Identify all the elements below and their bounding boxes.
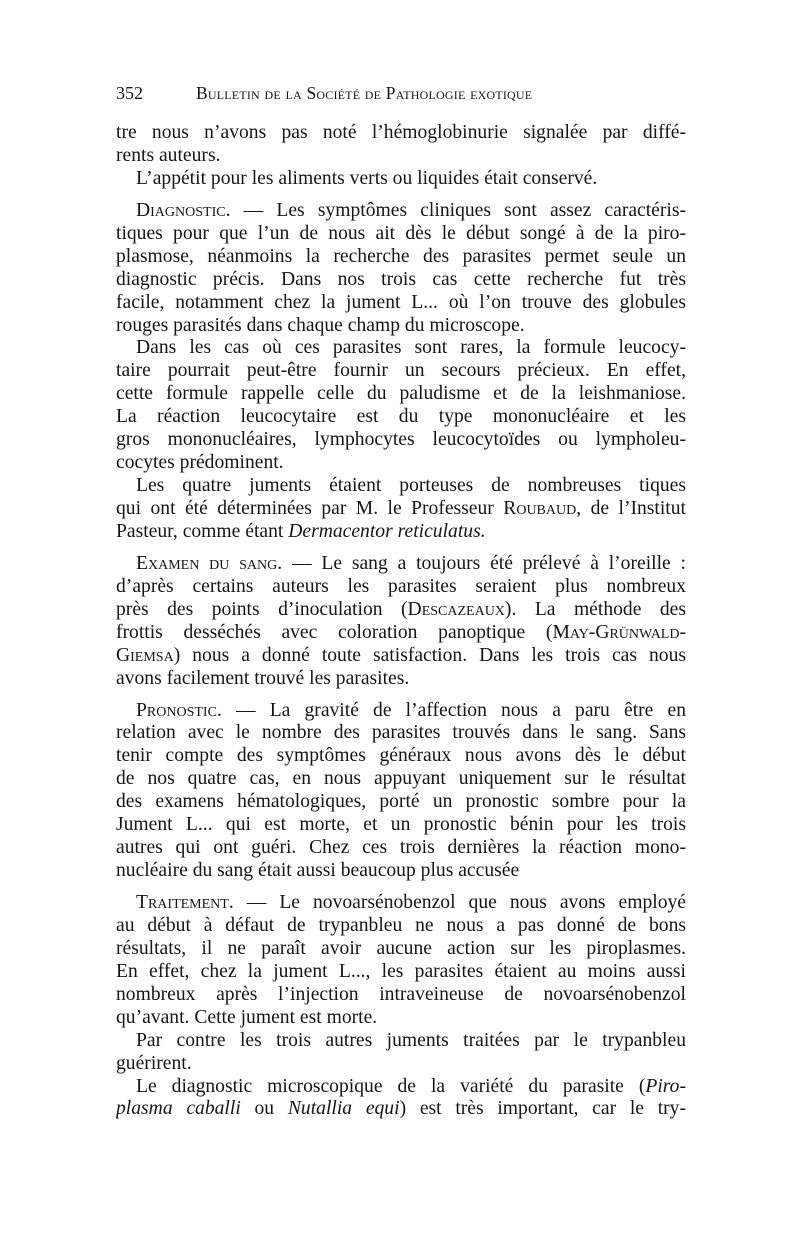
section-heading-diagnostic: Diagnostic. <box>136 199 231 221</box>
section-heading-pronostic: Pronostic. <box>136 699 222 721</box>
text-line: Par contre les trois autres juments traitées par le trypanbleu <box>136 1029 686 1051</box>
text-line: Dans les cas où ces parasites sont rares, la formule leucocy- <box>136 337 686 359</box>
page-number: 352 <box>116 83 143 103</box>
text-line: résultats, il ne paraît avoir aucune action sur les piroplasmes. <box>116 937 686 959</box>
text-line: Pronostic. — La gravité de l’affection nous a paru être en <box>136 699 686 721</box>
text-line: L’appétit pour les aliments verts ou liquides était conservé. <box>136 167 598 189</box>
text-line: plasmose, néanmoins la recherche des parasites permet seule un <box>116 245 686 267</box>
text-line: Le diagnostic microscopique de la variété du parasite (Piro- <box>136 1075 686 1097</box>
text-line: tre nous n’avons pas noté l’hémoglobinurie signalée par diffé- <box>116 122 686 143</box>
text-line: près des points d’inoculation (Descazeaux). La méthode des <box>116 598 686 620</box>
text-line: qui ont été déterminées par M. le Professeur Roubaud, de l’Institut <box>116 498 686 519</box>
text-line: de nos quatre cas, en nous appuyant uniquement sur le résultat <box>116 768 686 790</box>
text-line: Giemsa) nous a donné toute satisfaction. Dans les trois cas nous <box>116 644 686 666</box>
text-line: tenir compte des symptômes généraux nous avons dès le début <box>116 745 686 767</box>
text-line: au début à défaut de trypanbleu ne nous a pas donné de bons <box>116 914 686 936</box>
text-line: frottis desséchés avec coloration panoptique (May-Grünwald- <box>116 621 686 643</box>
text-line: Traitement. — Le novoarsénobenzol que nous avons employé <box>136 892 686 913</box>
text-line: d’après certains auteurs les parasites seraient plus nombreux <box>116 575 686 597</box>
text-line: Diagnostic. — Les symptômes cliniques sont assez caractéris- <box>136 199 686 221</box>
text-line: facile, notamment chez la jument L... où l’on trouve des globules <box>116 291 686 313</box>
body-text <box>116 122 686 1121</box>
running-title: Bulletin de la Société de Pathologie exotique <box>196 83 533 103</box>
species-name: Dermacentor reticulatus. <box>288 520 486 542</box>
text-line: gros mononucléaires, lymphocytes leucocytoïdes ou lympholeu- <box>116 429 686 451</box>
text-line: nucléaire du sang était aussi beaucoup plus accusée <box>116 860 520 882</box>
text-line: guérirent. <box>116 1052 192 1074</box>
section-heading-traitement: Traitement. <box>136 892 234 913</box>
text-line: plasma caballi ou Nutallia equi) est très important, car le try- <box>116 1098 686 1120</box>
text-line: des examens hématologiques, porté un pronostic sombre pour la <box>116 791 686 813</box>
text-line: nombreux après l’injection intraveineuse de novoarsénobenzol <box>116 983 686 1005</box>
text-line: relation avec le nombre des parasites trouvés dans le sang. Sans <box>116 722 686 744</box>
text-line: cocytes prédominent. <box>116 452 284 474</box>
page-header <box>116 83 686 104</box>
text-line: La réaction leucocytaire est du type mononucléaire et les <box>116 406 686 428</box>
text-line: Jument L... qui est morte, et un pronostic bénin pour les trois <box>116 814 686 836</box>
text-line: taire pourrait peut-être fournir un secours précieux. En effet, <box>116 360 686 382</box>
section-heading-examen: Examen du sang. <box>136 552 283 574</box>
text-line: cette formule rappelle celle du paludisme et de la leishmaniose. <box>116 383 686 405</box>
text-line: diagnostic précis. Dans nos trois cas cette recherche fut très <box>116 268 686 290</box>
text-line: autres qui ont guéri. Chez ces trois dernières la réaction mono- <box>116 837 686 859</box>
text-line: qu’avant. Cette jument est morte. <box>116 1006 378 1028</box>
text-line: rouges parasités dans chaque champ du microscope. <box>116 314 525 336</box>
text-line: rents auteurs. <box>116 144 221 166</box>
text-line: tiques pour que l’un de nous ait dès le début songé à de la piro- <box>116 222 686 244</box>
text-line: avons facilement trouvé les parasites. <box>116 667 410 689</box>
text-line: Pasteur, comme étant Dermacentor reticulatus. <box>116 520 486 542</box>
text-line: Les quatre juments étaient porteuses de nombreuses tiques <box>136 475 686 497</box>
text-line: En effet, chez la jument L..., les parasites étaient au moins aussi <box>116 960 686 982</box>
text-line: Examen du sang. — Le sang a toujours été prélevé à l’oreille : <box>136 552 686 574</box>
